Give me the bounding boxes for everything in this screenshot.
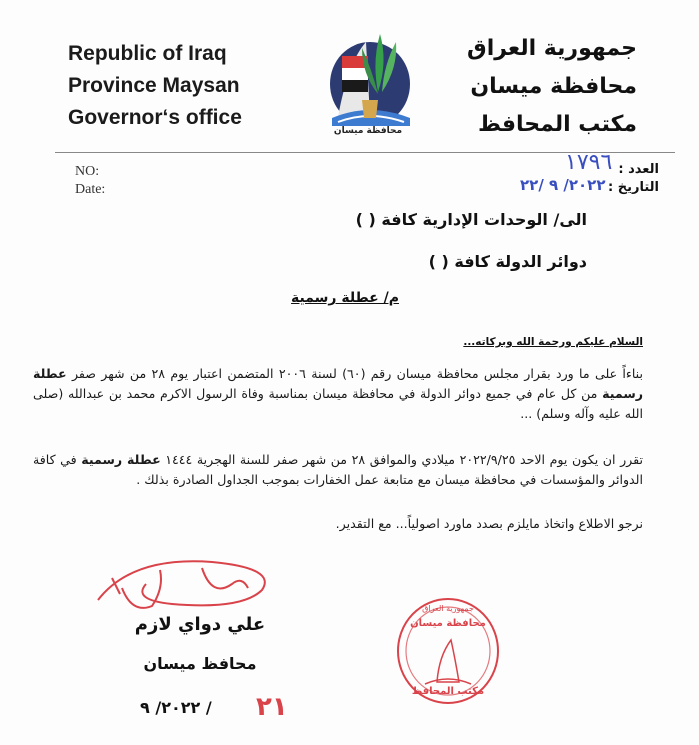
paragraph-2-bold: عطلة رسمية (81, 452, 161, 467)
date-label: Date: (75, 182, 106, 197)
header-en-line1: Republic of Iraq (68, 42, 227, 65)
greeting: السلام عليكم ورحمة الله وبركاته... (463, 336, 643, 348)
header-ar-line2: محافظة ميسان (470, 74, 637, 99)
paragraph-3: نرجو الاطلاع واتخاذ مايلزم بصدد ماورد اصولياً... مع التقدير. (335, 516, 643, 531)
logo-emblem-icon (318, 22, 418, 132)
paragraph-2 (33, 450, 643, 490)
paragraph-1-bold: عطلة رسمية (33, 366, 643, 401)
ar-date-label: التاريخ : (608, 180, 659, 195)
header-en-line2: Province Maysan (68, 74, 240, 97)
logo-caption: محافظة ميسان (333, 126, 403, 136)
signature-date: ٢٠٢٢/ ٩ / (140, 698, 212, 717)
paragraph-1 (33, 364, 643, 424)
official-stamp (395, 596, 501, 706)
stamp-middle-text: محافظة ميسان (410, 618, 486, 629)
paragraph-1-b: من كل عام في جميع دوائر الدولة في محافظة ميسان بمناسبة وفاة الرسول الاكرم محمد بن عبدالله (صلى الله عليه وآله وسلم) ... (33, 386, 643, 421)
signatory-name: علي دواي لازم (134, 614, 266, 635)
paragraph-2-b: في كافة الدوائر والمؤسسات في محافظة ميسان مع متابعة عمل الخفارات بموجب الجداول الصادرة بذلك . (33, 452, 643, 487)
paragraph-2-a: تقرر ان يكون يوم الاحد ٢٠٢٢/٩/٢٥ ميلادي والموافق ٢٨ من شهر صفر للسنة الهجرية ١٤٤٤ (165, 452, 643, 467)
recipient-line2: دوائر الدولة كافة ( ) (428, 252, 587, 271)
maysan-logo (318, 22, 418, 140)
header-en-line3: Governor‘s office (68, 106, 242, 129)
recipient-line1: الى/ الوحدات الإدارية كافة ( ) (355, 210, 587, 229)
no-label: NO: (75, 164, 100, 179)
stamp-top-text: جمهورية العراق (422, 604, 474, 613)
stamp-bottom-text: مكتب المحافظ (411, 686, 485, 697)
header-ar-line1: جمهورية العراق (467, 36, 637, 61)
subject-line: م/ عطلة رسمية (291, 290, 399, 306)
header-ar-line3: مكتب المحافظ (478, 112, 637, 137)
signatory-title: محافظ ميسان (143, 654, 257, 673)
ar-number-label: العدد : (618, 162, 659, 177)
paragraph-1-a: بناءاً على ما ورد بقرار مجلس محافظة ميسان رقم (٦٠) لسنة ٢٠٠٦ المتضمن اعتبار يوم ٢٨ من شهر صفر (71, 366, 643, 381)
handwritten-day: ٢١ (256, 692, 288, 722)
letter-number: ١٧٩٦ (565, 150, 613, 175)
letter-date: ٢٠٢٢/ ٩ /٢٢ (520, 176, 606, 194)
